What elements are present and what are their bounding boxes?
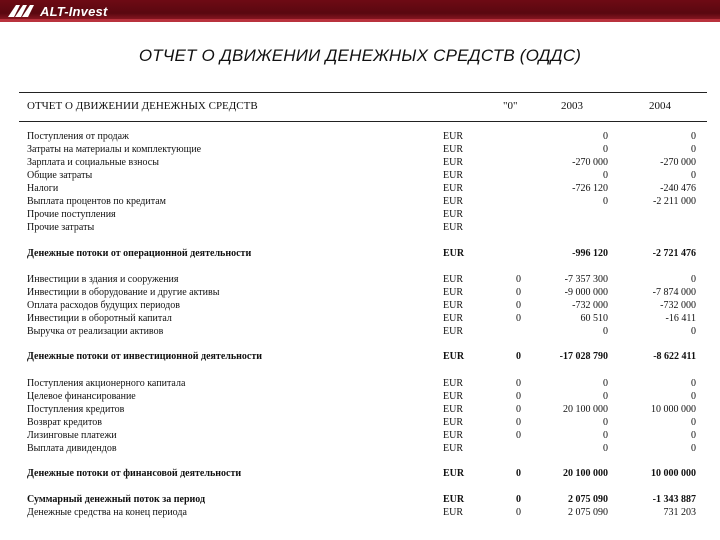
operating-row [0,195,720,208]
row-value-0: 0 [516,507,521,518]
investing-row [0,273,720,286]
row-value-2003: 0 [603,443,608,454]
row-value-2003: 0 [603,391,608,402]
row-value-2004: 731 203 [663,507,696,518]
row-value-2004: 0 [691,144,696,155]
page-title: ОТЧЕТ О ДВИЖЕНИИ ДЕНЕЖНЫХ СРЕДСТВ (ОДДС) [138,46,582,65]
investing-row [0,299,720,312]
row-value-0: 0 [516,404,521,415]
row-value-2004: 0 [691,391,696,402]
row-label: Поступления кредитов [27,404,125,415]
row-value-2003: 20 100 000 [563,468,608,479]
row-value-0: 0 [516,430,521,441]
row-currency: EUR [443,248,465,259]
operating-row [0,130,720,143]
financing-row [0,416,720,429]
row-currency: EUR [443,300,463,311]
financing-row [0,390,720,403]
row-label: Поступления акционерного капитала [27,378,186,389]
row-currency: EUR [443,417,463,428]
operating-total-row [0,247,720,260]
row-label: Зарплата и социальные взносы [27,157,159,168]
row-currency: EUR [443,468,465,479]
financing-total-row [0,467,720,480]
logo-icon [6,3,38,19]
row-value-0: 0 [516,274,521,285]
row-currency: EUR [443,209,463,220]
row-currency: EUR [443,326,463,337]
row-label: Общие затраты [27,170,93,181]
financing-row [0,377,720,390]
row-value-2004: -240 476 [660,183,696,194]
row-value-2003: 0 [603,326,608,337]
row-value-2003: 0 [603,417,608,428]
row-value-2003: 0 [603,430,608,441]
investing-row [0,286,720,299]
operating-row [0,143,720,156]
header-label: ОТЧЕТ О ДВИЖЕНИИ ДЕНЕЖНЫХ СРЕДСТВ [27,100,258,112]
row-label: Денежные средства на конец периода [27,507,187,518]
row-value-2004: 0 [691,378,696,389]
row-label: Выплата дивидендов [27,443,117,454]
row-value-2004: -16 411 [665,313,696,324]
row-value-2004: 0 [691,443,696,454]
logo-text: ALT-Invest [40,3,108,19]
row-currency: EUR [443,391,463,402]
row-currency: EUR [443,378,463,389]
row-value-2003: -7 357 300 [564,274,608,285]
row-value-2003: 2 075 090 [568,494,608,505]
row-currency: EUR [443,196,463,207]
row-label: Налоги [27,183,59,194]
row-value-2003: -9 000 000 [564,287,608,298]
row-currency: EUR [443,170,463,181]
row-value-0: 0 [516,351,521,362]
financing-row [0,442,720,455]
logo [6,2,108,20]
row-label: Денежные потоки от операционной деятельности [27,248,252,259]
row-value-0: 0 [516,300,521,311]
row-label: Возврат кредитов [27,417,102,428]
row-label: Инвестиции в оборудование и другие активы [27,287,220,298]
investing-row [0,312,720,325]
row-label: Денежные потоки от инвестиционной деятельности [27,351,263,362]
row-currency: EUR [443,404,463,415]
row-value-2003: 20 100 000 [563,404,608,415]
row-label: Целевое финансирование [27,391,136,402]
investing-row [0,325,720,338]
row-value-2004: -1 343 887 [652,494,696,505]
table-header [19,92,707,122]
row-currency: EUR [443,183,463,194]
row-value-0: 0 [516,313,521,324]
row-value-2003: -996 120 [572,248,608,259]
row-label: Лизинговые платежи [27,430,117,441]
row-value-2004: -8 622 411 [653,351,696,362]
row-value-0: 0 [516,378,521,389]
header-col-2003: 2003 [561,100,583,112]
row-label: Выручка от реализации активов [27,326,164,337]
row-currency: EUR [443,443,463,454]
row-value-2003: -17 028 790 [559,351,608,362]
financing-row [0,403,720,416]
row-value-2004: 0 [691,274,696,285]
row-value-2004: 0 [691,430,696,441]
summary-row [0,506,720,519]
row-label: Прочие поступления [27,209,116,220]
operating-row [0,156,720,169]
row-label: Денежные потоки от финансовой деятельности [27,468,242,479]
summary-row [0,493,720,506]
row-value-2003: 0 [603,131,608,142]
row-currency: EUR [443,494,465,505]
row-currency: EUR [443,274,463,285]
row-label: Инвестиции в здания и сооружения [27,274,179,285]
operating-row [0,182,720,195]
row-value-2004: -270 000 [660,157,696,168]
row-value-2003: -732 000 [572,300,608,311]
header-col-2004: 2004 [649,100,671,112]
row-value-2004: 10 000 000 [651,468,696,479]
row-value-2003: 0 [603,170,608,181]
row-label: Выплата процентов по кредитам [27,196,167,207]
row-currency: EUR [443,287,463,298]
financing-row [0,429,720,442]
row-value-2003: -270 000 [572,157,608,168]
operating-row [0,169,720,182]
row-value-2004: -2 721 476 [652,248,696,259]
row-value-2003: 60 510 [580,313,608,324]
row-value-2003: 0 [603,144,608,155]
row-value-2004: 0 [691,326,696,337]
top-banner [0,0,720,22]
row-currency: EUR [443,222,463,233]
row-value-0: 0 [516,494,521,505]
row-value-2004: 10 000 000 [651,404,696,415]
row-value-2004: 0 [691,131,696,142]
row-value-0: 0 [516,468,521,479]
row-value-2003: 0 [603,378,608,389]
row-value-2003: -726 120 [572,183,608,194]
row-value-2004: 0 [691,417,696,428]
row-value-0: 0 [516,417,521,428]
banner-stripe [0,19,720,22]
row-currency: EUR [443,144,463,155]
row-label: Прочие затраты [27,222,95,233]
row-label: Поступления от продаж [27,131,129,142]
row-value-2004: -732 000 [660,300,696,311]
row-currency: EUR [443,313,463,324]
operating-row [0,208,720,221]
row-value-2004: 0 [691,170,696,181]
operating-row [0,221,720,234]
row-value-2003: 2 075 090 [568,507,608,518]
row-currency: EUR [443,507,463,518]
row-value-0: 0 [516,391,521,402]
row-value-2003: 0 [603,196,608,207]
row-label: Затраты на материалы и комплектующие [27,144,202,155]
investing-total-row [0,350,720,363]
row-currency: EUR [443,430,463,441]
row-value-2004: -2 211 000 [653,196,696,207]
row-label: Суммарный денежный поток за период [27,494,206,505]
row-currency: EUR [443,131,463,142]
row-currency: EUR [443,351,465,362]
row-currency: EUR [443,157,463,168]
header-col-0: "0" [503,100,518,112]
row-label: Инвестиции в оборотный капитал [27,313,172,324]
row-value-0: 0 [516,287,521,298]
row-label: Оплата расходов будущих периодов [27,300,180,311]
row-value-2004: -7 874 000 [652,287,696,298]
